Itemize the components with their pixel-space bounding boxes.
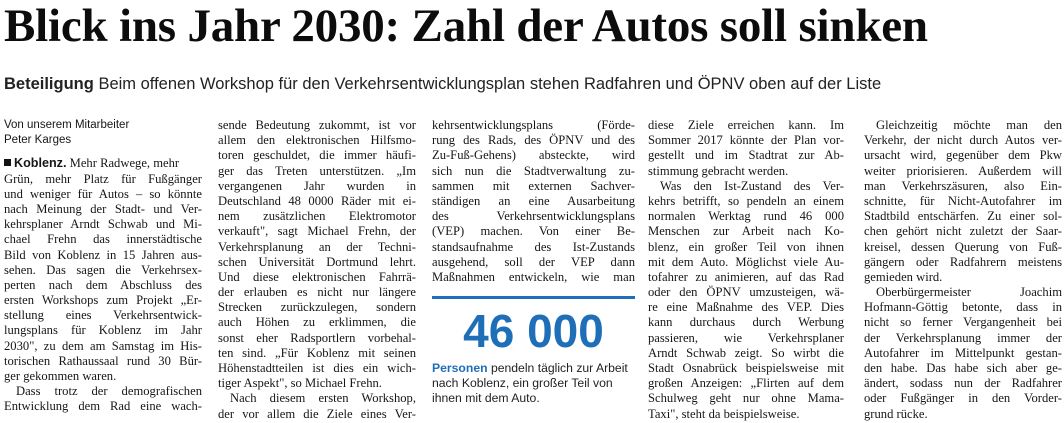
text-line: Oberbürgermeister Joachim — [876, 285, 1062, 300]
text-line: ger gekommen waren. — [4, 369, 117, 383]
text-line: Strecken zurückzulegen, sondern — [218, 300, 416, 315]
text-line: schen Universität Dortmund lehrt. — [218, 254, 416, 269]
text-line: oder Fußgänger in den Vorder- — [864, 391, 1062, 406]
text-line: Verkehrsplanung an der Techni- — [218, 239, 416, 254]
text-line: kehrs betrifft, so pendeln an einem — [648, 193, 844, 208]
text-line: lungsplans für Koblenz im Jahr — [4, 323, 202, 338]
text-line: auch Höhen zu erklimmen, die — [218, 315, 416, 330]
subhead-kicker: Beteiligung — [4, 75, 94, 93]
text-line: 2030", zu dem am Samstag im His- — [4, 338, 202, 353]
factbox-lead: Personen — [432, 361, 488, 375]
text-line: Bild von Koblenz in 15 Jahren aus- — [4, 247, 202, 262]
headline: Blick ins Jahr 2030: Zahl der Autos soll sinken — [4, 0, 928, 52]
text-line: Menschen zur Arbeit nach Ko- — [648, 224, 844, 239]
text-line: der vor allem die Ziele eines Ver- — [218, 406, 416, 421]
text-line: Autofahrer im Mittelpunkt gestan- — [864, 345, 1062, 360]
text-line: diese Ziele erreichen kann. Im — [648, 118, 844, 132]
text-line: vergangenen Jahr wurden in — [218, 178, 416, 193]
text-line: ten sind. „Für Koblenz mit seinen — [218, 345, 416, 360]
text-line: weiter priorisieren. Außerdem will — [864, 163, 1062, 178]
text-line: schnitte, für Nicht-Autofahrer im — [864, 193, 1062, 208]
text-line: blenz, ein großer Teil von ihnen — [648, 239, 844, 254]
factbox-rule — [432, 296, 635, 299]
text-line: chen gehört nicht zuletzt der Saar- — [864, 224, 1062, 239]
text-line: passieren, wie Verkehrsplaner — [648, 330, 844, 345]
text-line: Verkehr, der nicht durch Autos ver- — [864, 133, 1062, 148]
spacer — [4, 148, 202, 156]
text-line: kehrsplaner Arndt Schwab und Mi- — [4, 217, 202, 232]
text-line: und weniger für Autos – so könnte — [4, 186, 202, 201]
text-line: sehen. Das sagen die Verkehrsex- — [4, 262, 202, 277]
text-line: der erlauben es nicht nur längere — [218, 285, 416, 300]
text-line: ausgehend, soll der VEP dann — [432, 254, 635, 269]
text-line: kreisel, dessen Querung von Fuß- — [864, 239, 1062, 254]
text-line: re eine Maßnahme des VEP. Dies — [648, 300, 844, 315]
text-line: der Verkehrsplanung immer der — [864, 330, 1062, 345]
text-line: stimmung gebracht werden. — [648, 163, 789, 178]
text-line: allem den elektronischen Hilfsmo- — [218, 133, 416, 148]
text-line: sende Bedeutung zukommt, ist vor — [218, 118, 416, 132]
text-line: gängern oder Radfahrern meistens — [864, 254, 1062, 269]
text-line: ersten Workshops zum Projekt „Er- — [4, 293, 202, 308]
text-line: Mehr Radwege, mehr — [69, 156, 180, 171]
article-column-2 — [218, 118, 416, 422]
text-line: standsaufnahme des Ist-Zustands — [432, 239, 635, 254]
text-line: gestellt und im Stadtrat zur Ab- — [648, 148, 844, 163]
text-line: sonst eher Radsportlern vorbehal- — [218, 330, 416, 345]
text-line: Höhenstadtteilen ist dies ein wich- — [218, 361, 416, 375]
factbox-line: nach Koblenz, ein großer Teil von — [432, 376, 613, 391]
text-line: stellung eines Verkehrsentwick- — [4, 308, 202, 323]
text-line: ursacht wird, gegenüber dem Pkw — [864, 148, 1062, 163]
text-line: Hofmann-Göttig betonte, dass in — [864, 300, 1062, 315]
text-line: nem zusätzlichen Elektromotor — [218, 209, 416, 224]
dateline: Koblenz. — [14, 156, 67, 171]
factbox-number: 46 000 — [463, 305, 604, 357]
text-line: des Verkehrsentwicklungsplans — [432, 209, 635, 224]
text-line: Entwicklung dem Rad eine wach- — [4, 399, 202, 414]
text-line: chael Frehn das innerstädtische — [4, 232, 202, 247]
text-line: Deutschland 48 0000 Räder mit ei- — [218, 193, 416, 208]
text-line: sammen mit externen Sachver- — [432, 178, 635, 193]
text-line: tiger Aspekt", so Michael Frehn. — [218, 376, 382, 391]
factbox-line: ihnen mit dem Auto. — [432, 391, 540, 406]
lead-line — [4, 156, 202, 171]
text-line: Grün, mehr Platz für Fußgänger — [4, 171, 202, 186]
text-line: Gleichzeitig möchte man den — [876, 118, 1062, 132]
text-line: toren geschuldet, die immer häufi- — [218, 148, 416, 163]
text-line: kann durchaus durch Werbung — [648, 315, 844, 330]
text-line: rung des Rads, des ÖPNV und des — [432, 133, 635, 148]
text-line: nicht so ferner Vergangenheit bei — [864, 315, 1062, 330]
text-line: normalen Werktag rund 46 000 — [648, 209, 844, 224]
article-column-4 — [648, 118, 844, 422]
factbox-text: pendeln täglich zur Arbeit — [490, 361, 628, 375]
article-column-5 — [864, 118, 1062, 422]
text-line: mit dem Auto. Möglichst viele Au- — [648, 254, 844, 269]
square-bullet-icon — [4, 159, 11, 166]
text-line: Stadtbild entschärfen. Zu einer sol- — [864, 209, 1062, 224]
text-line: (VEP) machen. Von einer Be- — [432, 224, 635, 239]
text-line: verkauft", sagt Michael Frehn, der — [218, 224, 416, 239]
byline-author: Peter Karges — [4, 134, 72, 147]
subhead-text: Beim offenen Workshop für den Verkehrsentwicklungsplan stehen Radfahren und ÖPNV oben auf der Liste — [98, 75, 882, 93]
byline-role: Von unserem Mitarbeiter — [4, 119, 130, 131]
article-column-1 — [4, 118, 202, 415]
text-line: den habe. Das habe sich aber ge- — [864, 361, 1062, 375]
text-line: Was den Ist-Zustand des Ver- — [660, 178, 844, 193]
text-line: Stadt Osnabrück beispielsweise mit — [648, 361, 844, 375]
text-line: ständigen an eine Ausarbeitung — [432, 193, 635, 208]
text-line: man Verkehrszäsuren, also Ein- — [864, 178, 1062, 193]
text-line: Und diese elektronischen Fahrrä- — [218, 269, 416, 284]
text-line: grund rücke. — [864, 406, 928, 421]
text-line: Schulweg geht nur ohne Mama- — [648, 391, 844, 406]
text-line: tofahrer zu animieren, auf das Rad — [648, 269, 844, 284]
text-line: Dass trotz der demografischen — [16, 384, 202, 399]
text-line: kehrsentwicklungsplans (Förde- — [432, 118, 635, 132]
text-line: sich nun die Stadtverwaltung zu- — [432, 163, 635, 178]
factbox-line — [432, 361, 637, 376]
text-line: Maßnahmen entwickeln, wie man — [432, 269, 635, 284]
article-column-3 — [432, 118, 635, 285]
text-line: ändert, sodass nun der Radfahrer — [864, 376, 1062, 391]
text-line: Taxi", steht da beispielsweise. — [648, 406, 800, 421]
text-line: Sommer 2017 könnte der Plan vor- — [648, 133, 844, 148]
text-line: nach Meinung der Stadt- und Ver- — [4, 201, 202, 216]
text-line: torischen Rathaussaal rund 30 Bür- — [4, 353, 202, 368]
text-line: gemieden wird. — [864, 269, 943, 284]
text-line: perten nach dem Abschluss des — [4, 277, 202, 292]
text-line: ger das Treten unterstützen. „Im — [218, 163, 416, 178]
text-line: Nach diesem ersten Workshop, — [230, 391, 416, 406]
subheadline — [4, 74, 1064, 94]
text-line: Arndt Schwab zeigt. So wirbt die — [648, 345, 844, 360]
text-line: oder den ÖPNV umzusteigen, wä- — [648, 285, 844, 300]
text-line: großen Anzeigen: „Flirten auf dem — [648, 376, 844, 391]
text-line: Zu-Fuß-Gehens) absteckte, wird — [432, 148, 635, 163]
